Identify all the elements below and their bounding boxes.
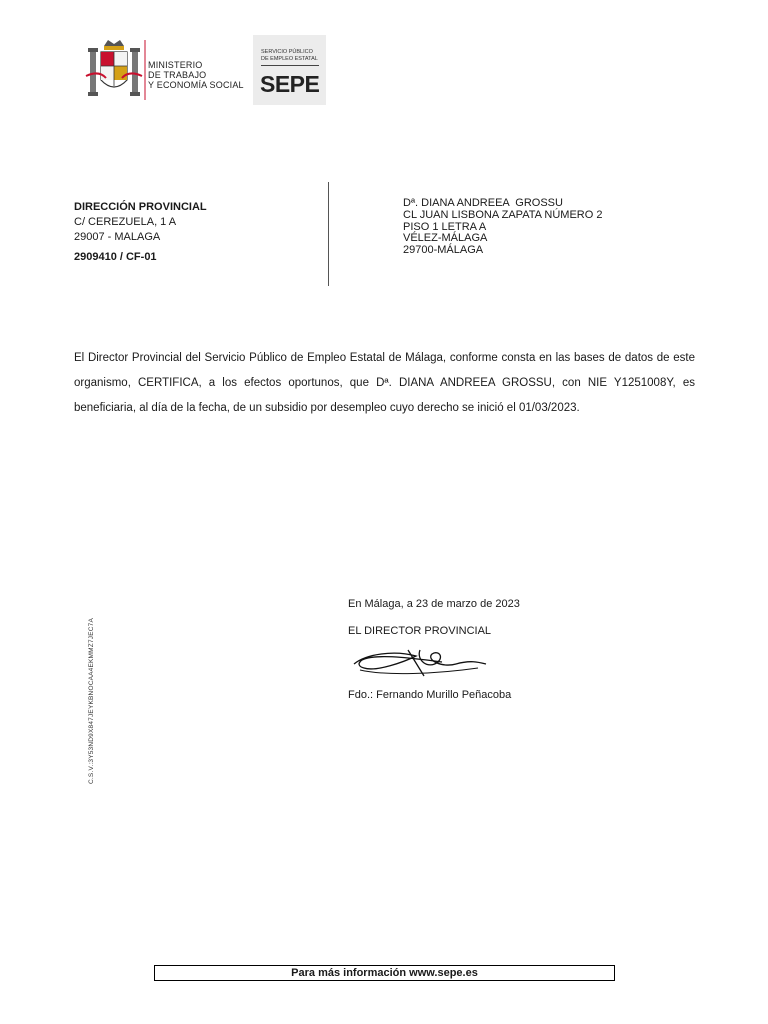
sepe-logo bbox=[253, 35, 326, 105]
ministerio-line: MINISTERIO bbox=[148, 60, 203, 70]
recipient-name: Dª. DIANA ANDREEA GROSSU bbox=[403, 197, 563, 209]
recipient-town: VÉLEZ-MÁLAGA bbox=[403, 232, 488, 245]
recipient-postal: 29700-MÁLAGA bbox=[403, 244, 484, 257]
place-date: En Málaga, a 23 de marzo de 2023 bbox=[348, 598, 520, 610]
ministerio-name bbox=[148, 60, 244, 90]
sender-block bbox=[74, 200, 207, 265]
sender-title: DIRECCIÓN PROVINCIAL bbox=[74, 201, 207, 213]
recipient-street: CL JUAN LISBONA ZAPATA NÚMERO 2 bbox=[403, 208, 603, 221]
sender-address: C/ CEREZUELA, 1 A bbox=[74, 216, 177, 228]
certificate-body: El Director Provincial del Servicio Público de Empleo Estatal de Málaga, conforme consta en las bases de datos de este organismo, CERTIFICA, a los efectos oportunos, que Dª. DIANA ANDREEA GROSSU, con NIE Y1251008Y, es beneficiaria, al día de la fecha, de un subsidio por desempleo cuyo derecho se inició el 01/03/2023. bbox=[74, 352, 695, 414]
coat-of-arms-icon bbox=[84, 36, 144, 104]
handwritten-signature-icon bbox=[346, 642, 496, 682]
sepe-wordmark: SEPE bbox=[260, 71, 320, 97]
recipient-floor: PISO 1 LETRA A bbox=[403, 220, 487, 233]
signer-name: Fdo.: Fernando Murillo Peñacoba bbox=[348, 689, 512, 701]
ministerio-line: Y ECONOMÍA SOCIAL bbox=[148, 80, 244, 90]
csv-code: C.S.V.:3Y53ND9X847JEYKBNOCAA4EKMMZ7JEC7A bbox=[88, 618, 95, 784]
logo-separator bbox=[144, 40, 146, 100]
sepe-subtitle-line: SERVICIO PÚBLICO bbox=[261, 49, 313, 55]
footer-info: Para más información www.sepe.es bbox=[154, 965, 615, 981]
sepe-subtitle-line: DE EMPLEO ESTATAL bbox=[261, 55, 318, 62]
recipient-block bbox=[403, 198, 602, 257]
sepe-subtitle bbox=[261, 49, 318, 62]
director-title: EL DIRECTOR PROVINCIAL bbox=[348, 625, 492, 637]
sepe-rule bbox=[261, 65, 319, 66]
sender-city: 29007 - MALAGA bbox=[74, 231, 161, 243]
sender-code: 2909410 / CF-01 bbox=[74, 251, 157, 263]
ministerio-line: DE TRABAJO bbox=[148, 70, 207, 80]
vertical-divider bbox=[328, 182, 329, 286]
